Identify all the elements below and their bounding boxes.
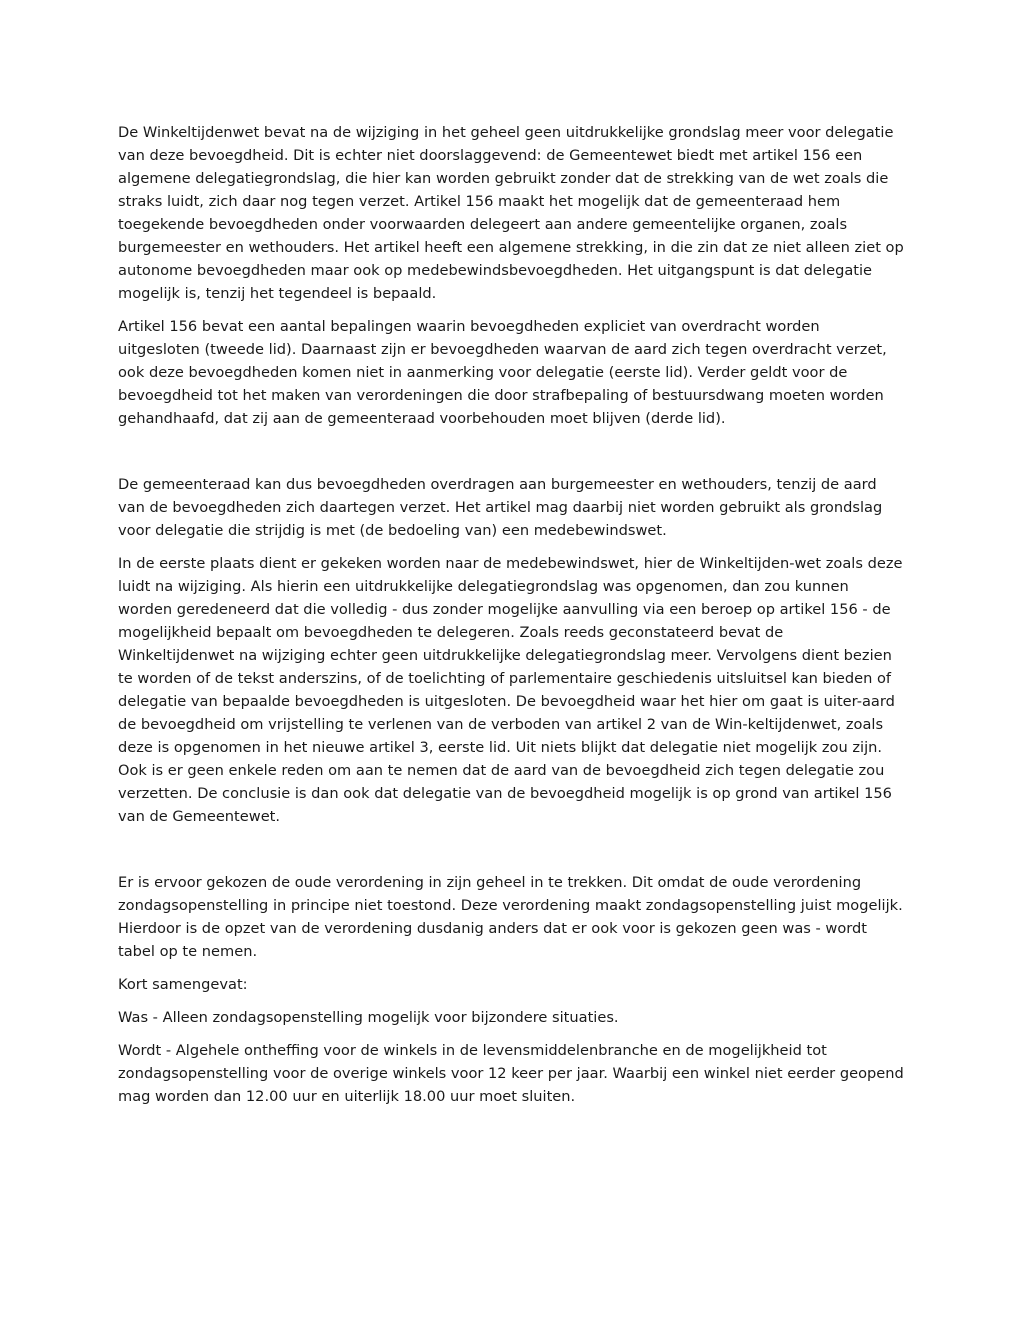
section-gap <box>118 838 904 871</box>
paragraph-was: Was - Alleen zondagsopenstelling mogelijk voor bijzondere situaties. <box>118 1009 619 1026</box>
section-gap <box>118 440 904 473</box>
paragraph-wordt: Wordt - Algehele ontheffing voor de winkels in de levensmiddelenbranche en de mogelijkheid tot zondagsopenstelling voor de overige winkels voor 12 keer per jaar. Waarbij een winkel niet eerder geopend mag worden dan 12.00 uur en uiterlijk 18.00 uur moet sluiten. <box>118 1042 904 1105</box>
paragraph-old-regulation: Er is ervoor gekozen de oude verordening in zijn geheel in te trekken. Dit omdat de oude verordening zondagsopenstelling in principe niet toestond. Deze verordening maakt zondagsopenstelling juist mogelijk. Hierdoor is de opzet van de verordening dusdanig anders dat er ook voor is gekozen geen was - wordt tabel op te nemen. <box>118 874 903 960</box>
paragraph-article-156: Artikel 156 bevat een aantal bepalingen waarin bevoegdheden expliciet van overdracht worden uitgesloten (tweede lid). Daarnaast zijn er bevoegdheden waarvan de aard zich tegen overdracht verzet, ook deze bevoegdheden komen niet in aanmerking voor delegatie (eerste lid). Verder geldt voor de bevoegdheid tot het maken van verordeningen die door strafbepaling of bestuursdwang moeten worden gehandhaafd, dat zij aan de gemeenteraad voorbehouden moet blijven (derde lid). <box>118 318 887 427</box>
paragraph-summary-heading: Kort samengevat: <box>118 976 248 993</box>
paragraph-council-transfer: De gemeenteraad kan dus bevoegdheden overdragen aan burgemeester en wethouders, tenzij de aard van de bevoegdheden zich daartegen verzet. Het artikel mag daarbij niet worden gebruikt als grondslag voor delegatie die strijdig is met (de bedoeling van) een medebewindswet. <box>118 476 883 539</box>
paragraph-delegation-basis: De Winkeltijdenwet bevat na de wijziging in het geheel geen uitdrukkelijke grondslag meer voor delegatie van deze bevoegdheid. Dit is echter niet doorslaggevend: de Gemeentewet biedt met artikel 156 een algemene delegatiegrondslag, die hier kan worden gebruikt zonder dat de strekking van de wet zoals die straks luidt, zich daar nog tegen verzet. Artikel 156 maakt het mogelijk dat de gemeenteraad hem toegekende bevoegdheden onder voorwaarden delegeert aan andere gemeentelijke organen, zoals burgemeester en wethouders. Het artikel heeft een algemene strekking, in die zin dat ze niet alleen ziet op autonome bevoegdheden maar ook op medebewindsbevoegdheden. Het uitgangspunt is dat delegatie mogelijk is, tenzij het tegendeel is bepaald. <box>118 124 904 302</box>
document-body <box>118 121 904 1118</box>
paragraph-medebewindswet: In de eerste plaats dient er gekeken worden naar de medebewindswet, hier de Winkeltijden-wet zoals deze luidt na wijziging. Als hierin een uitdrukkelijke delegatiegrondslag was opgenomen, dan zou kunnen worden geredeneerd dat die volledig - dus zonder mogelijke aanvulling via een beroep op artikel 156 - de mogelijkheid bepaalt om bevoegdheden te delegeren. Zoals reeds geconstateerd bevat de Winkeltijdenwet na wijziging echter geen uitdrukkelijke delegatiegrondslag meer. Vervolgens dient bezien te worden of de tekst anderszins, of de toelichting of parlementaire geschiedenis uitsluitsel kan bieden of delegatie van bepaalde bevoegdheden is uitgesloten. De bevoegdheid waar het hier om gaat is uiter-aard de bevoegdheid om vrijstelling te verlenen van de verboden van artikel 2 van de Win-keltijdenwet, zoals deze is opgenomen in het nieuwe artikel 3, eerste lid. Uit niets blijkt dat delegatie niet mogelijk zou zijn. Ook is er geen enkele reden om aan te nemen dat de aard van de bevoegdheid zich tegen delegatie zou verzetten. De conclusie is dan ook dat delegatie van de bevoegdheid mogelijk is op grond van artikel 156 van de Gemeentewet. <box>118 555 903 825</box>
